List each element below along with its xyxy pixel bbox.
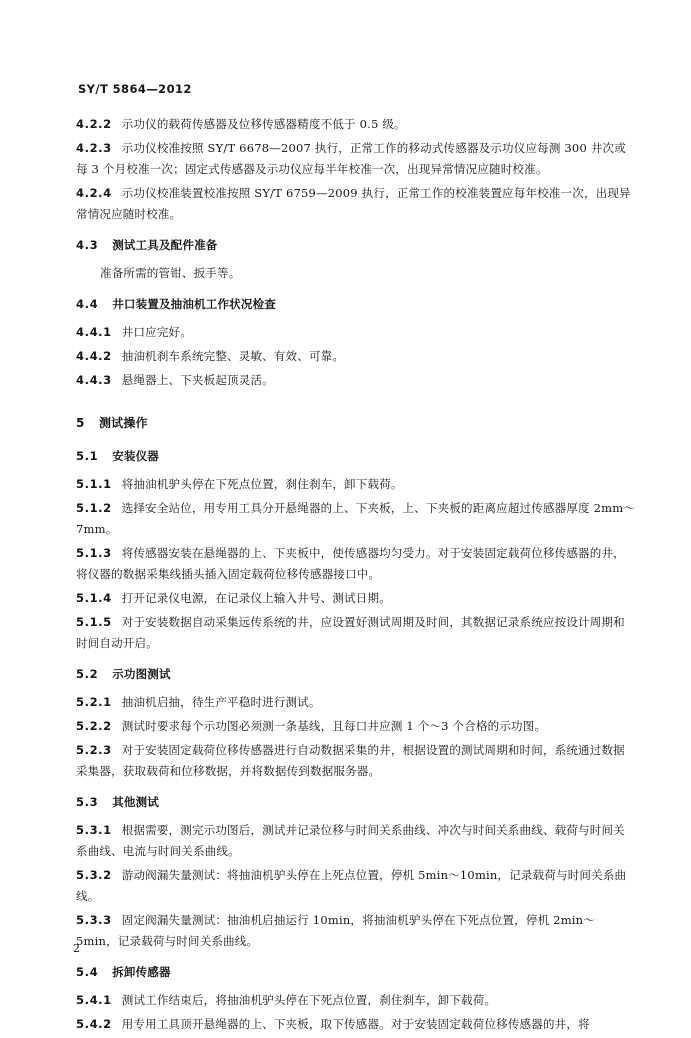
section-number: 5.4	[76, 965, 99, 979]
clause-text: 示功仪校准按照 SY/T 6678—2007 执行，正常工作的移动式传感器及示功仪应每测 300 井次或每 3 个月校准一次；固定式传感器及示功仪应每半年校准一次，出现异常情况应随时校准。	[76, 141, 626, 176]
clause-number: 4.4.1	[76, 325, 112, 339]
section-heading-4-3	[76, 235, 636, 256]
clause-5-4-1	[76, 990, 636, 1011]
clause-5-2-2	[76, 716, 636, 737]
standard-code-header: SY/T 5864—2012	[78, 82, 192, 96]
section-number: 5.3	[76, 795, 99, 809]
page-number: 2	[73, 942, 81, 955]
section-number: 5.2	[76, 667, 99, 681]
clause-number: 5.1.5	[76, 615, 112, 629]
clause-4-4-2	[76, 346, 636, 367]
clause-number: 5.3.2	[76, 868, 112, 882]
clause-text: 悬绳器上、下夹板起顶灵活。	[121, 373, 274, 387]
clause-text: 测试时要求每个示功图必须测一条基线，且每口井应测 1 个～3 个合格的示功图。	[121, 719, 547, 733]
clause-text: 根据需要，测完示功图后，测试并记录位移与时间关系曲线、冲次与时间关系曲线、载荷与时间关系曲线、电流与时间关系曲线。	[76, 823, 625, 858]
section-heading-5-4	[76, 962, 636, 983]
clause-text: 打开记录仪电源，在记录仪上输入井号、测试日期。	[121, 591, 391, 605]
clause-4-4-1	[76, 322, 636, 343]
clause-text: 抽油机启抽，待生产平稳时进行测试。	[121, 695, 321, 709]
section-number: 4.3	[76, 238, 99, 252]
clause-number: 5.3.3	[76, 913, 112, 927]
section-heading-4-4	[76, 294, 636, 315]
clause-5-3-1	[76, 820, 636, 862]
clause-number: 5.1.3	[76, 546, 112, 560]
clause-5-1-5	[76, 612, 636, 654]
section-title: 示功图测试	[112, 667, 171, 681]
clause-5-1-2	[76, 498, 636, 540]
section-title: 安装仪器	[112, 449, 159, 463]
clause-text: 示功仪校准装置校准按照 SY/T 6759—2009 执行，正常工作的校准装置应每年校准一次，出现异常情况应随时校准。	[76, 186, 631, 221]
section-heading-5-2	[76, 664, 636, 685]
clause-text: 选择安全站位，用专用工具分开悬绳器的上、下夹板，上、下夹板的距离应超过传感器厚度 2mm～7mm。	[76, 501, 636, 536]
section-title: 井口装置及抽油机工作状况检查	[112, 297, 276, 311]
section-number: 5.1	[76, 449, 99, 463]
section-number: 4.4	[76, 297, 99, 311]
clause-5-3-2	[76, 865, 636, 907]
clause-number: 4.2.4	[76, 186, 112, 200]
section-title: 测试工具及配件准备	[112, 238, 218, 252]
clause-5-2-1	[76, 692, 636, 713]
clause-text: 将传感器安装在悬绳器的上、下夹板中，使传感器均匀受力。对于安装固定载荷位移传感器的井，将仪器的数据采集线插头插入固定载荷位移传感器接口中。	[76, 546, 625, 581]
clause-number: 5.2.3	[76, 743, 112, 757]
document-body	[76, 114, 636, 1038]
section-title: 拆卸传感器	[112, 965, 171, 979]
chapter-heading-5	[76, 413, 636, 434]
clause-number: 5.4.2	[76, 1017, 112, 1031]
clause-number: 5.1.4	[76, 591, 112, 605]
section-heading-5-1	[76, 446, 636, 467]
clause-5-1-1	[76, 474, 636, 495]
clause-number: 5.2.1	[76, 695, 112, 709]
clause-5-1-4	[76, 588, 636, 609]
clause-number: 4.4.3	[76, 373, 112, 387]
chapter-title: 测试操作	[98, 416, 148, 430]
clause-4-2-2	[76, 114, 636, 135]
clause-number: 5.2.2	[76, 719, 112, 733]
paragraph-tools: 准备所需的管钳、扳手等。	[100, 266, 241, 280]
clause-text: 井口应完好。	[121, 325, 192, 339]
clause-text: 对于安装数据自动采集远传系统的井，应设置好测试周期及时间，其数据记录系统应按设计周期和时间自动开启。	[76, 615, 625, 650]
clause-number: 4.2.3	[76, 141, 112, 155]
clause-text: 游动阀漏失量测试：将抽油机驴头停在上死点位置，停机 5min～10min，记录载荷与时间关系曲线。	[76, 868, 627, 903]
clause-text: 将抽油机驴头停在下死点位置，刹住刹车，卸下载荷。	[121, 477, 403, 491]
chapter-number: 5	[76, 416, 85, 430]
clause-4-2-4	[76, 183, 636, 225]
clause-4-4-3	[76, 370, 636, 391]
clause-text: 固定阀漏失量测试：抽油机启抽运行 10min，将抽油机驴头停在下死点位置，停机 2min～5min，记录载荷与时间关系曲线。	[76, 913, 595, 948]
clause-text: 用专用工具顶开悬绳器的上、下夹板，取下传感器。对于安装固定载荷位移传感器的井，将	[121, 1017, 590, 1031]
clause-text: 示功仪的载荷传感器及位移传感器精度不低于 0.5 级。	[121, 117, 406, 131]
clause-5-2-3	[76, 740, 636, 782]
clause-5-1-3	[76, 543, 636, 585]
clause-number: 5.3.1	[76, 823, 112, 837]
clause-5-4-2	[76, 1014, 636, 1035]
clause-5-3-3	[76, 910, 636, 952]
clause-4-2-3	[76, 138, 636, 180]
section-heading-5-3	[76, 792, 636, 813]
clause-number: 5.1.2	[76, 501, 112, 515]
clause-text: 对于安装固定载荷位移传感器进行自动数据采集的井，根据设置的测试周期和时间，系统通过数据采集器，获取载荷和位移数据，并将数据传到数据服务器。	[76, 743, 625, 778]
clause-number: 4.4.2	[76, 349, 112, 363]
clause-text: 测试工作结束后，将抽油机驴头停在下死点位置，刹住刹车，卸下载荷。	[121, 993, 497, 1007]
section-title: 其他测试	[112, 795, 159, 809]
clause-number: 5.4.1	[76, 993, 112, 1007]
clause-number: 5.1.1	[76, 477, 112, 491]
clause-number: 4.2.2	[76, 117, 112, 131]
clause-text: 抽油机刹车系统完整、灵敏、有效、可靠。	[121, 349, 345, 363]
